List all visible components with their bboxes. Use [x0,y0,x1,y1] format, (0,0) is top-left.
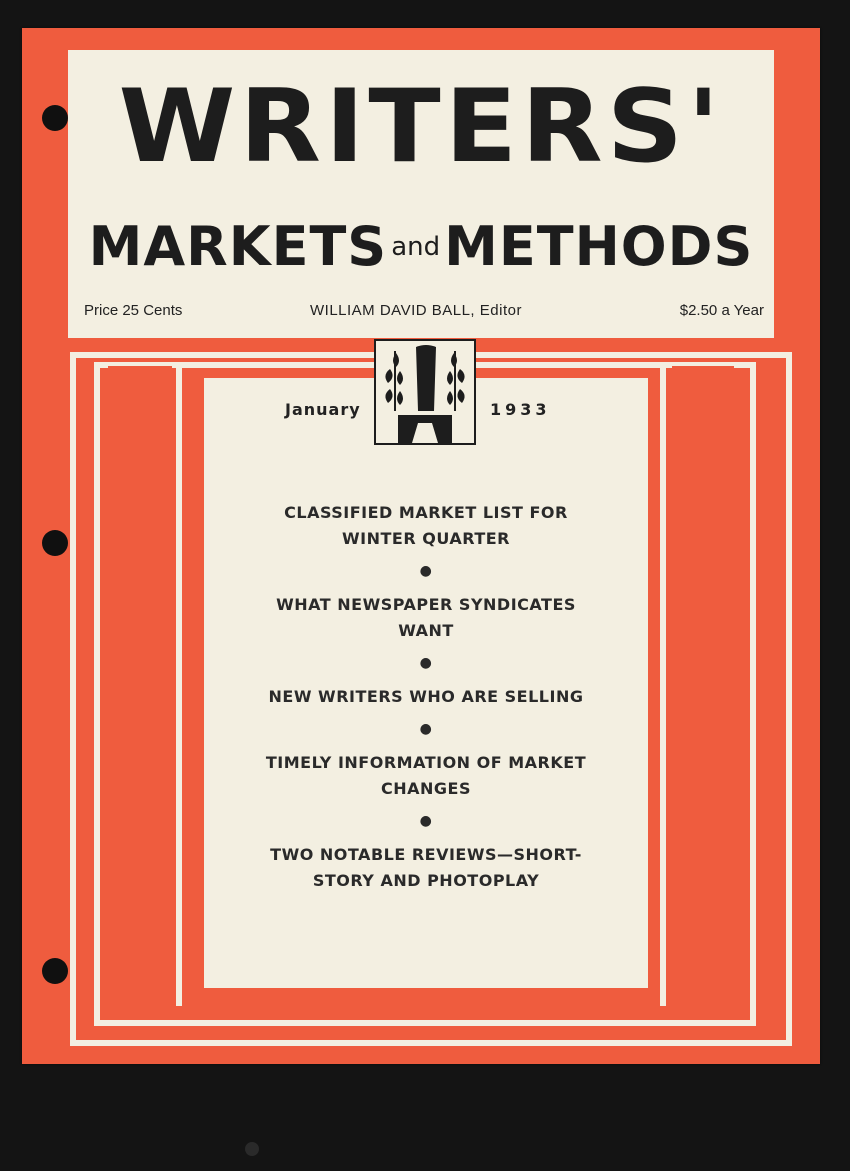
bullet-icon: ● [419,563,433,579]
editor-label: WILLIAM DAVID BALL, Editor [310,302,522,319]
subscription-label: $2.50 a Year [679,302,764,319]
magazine-title: WRITERS' [118,68,724,185]
subtitle-markets: MARKETS [88,215,388,278]
laurel-quill-icon [374,339,476,445]
issue-year: 1933 [490,400,551,419]
bullet-icon: ● [419,721,433,737]
right-rule [660,366,666,1006]
feature-item: TWO NOTABLE REVIEWS—SHORT-STORY AND PHOTOPLAY [270,845,582,890]
issue-month: January [285,400,361,419]
punch-hole-icon [42,530,68,556]
feature-item: CLASSIFIED MARKET LIST FOR WINTER QUARTER [284,503,568,548]
bullet-icon: ● [419,655,433,671]
bullet-icon: ● [419,813,433,829]
subtitle-and: and [391,232,441,262]
subtitle-methods: METHODS [444,215,754,278]
feature-item: TIMELY INFORMATION OF MARKET CHANGES [265,753,587,798]
masthead-panel [68,50,774,338]
price-label: Price 25 Cents [84,302,183,319]
left-column-band [108,366,172,1006]
feature-item: NEW WRITERS WHO ARE SELLING [268,687,584,706]
left-rule [176,366,182,1006]
punch-hole-icon [42,105,68,131]
feature-list [204,500,648,894]
punch-hole-icon [42,958,68,984]
background-hole-icon [245,1142,259,1156]
right-column-band [672,366,734,1006]
magazine-subtitle [68,215,774,285]
feature-item: WHAT NEWSPAPER SYNDICATES WANT [276,595,576,640]
